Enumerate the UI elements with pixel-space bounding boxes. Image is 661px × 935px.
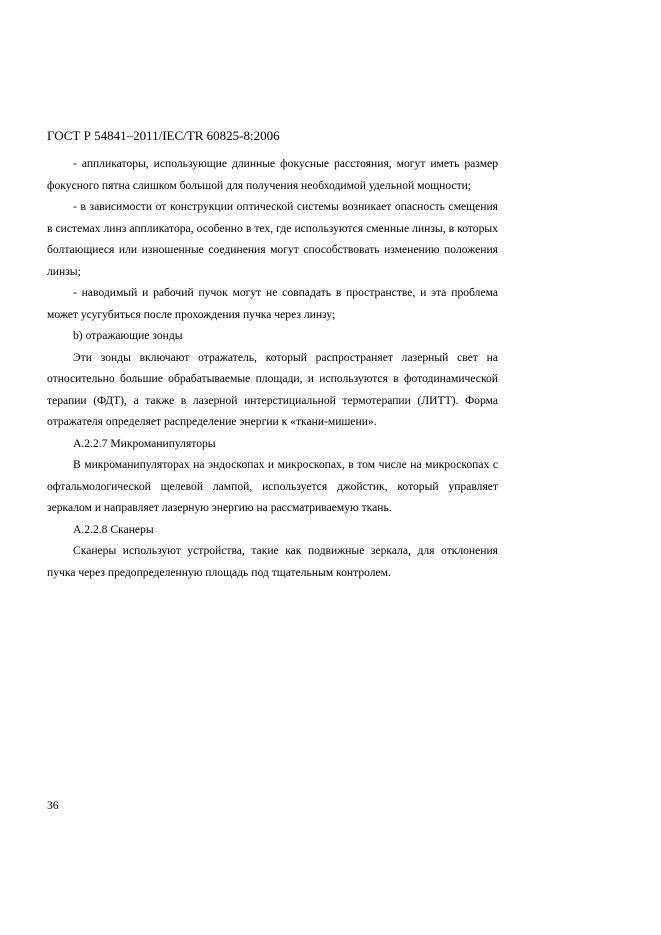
- list-item-reflective-probes: b) отражающие зонды: [73, 329, 183, 342]
- paragraph-beam-alignment: - наводимый и рабочий пучок могут не совпадать в пространстве, и эта проблема может усугубиться после прохождения пучка через линзу;: [47, 286, 498, 321]
- section-heading-micromanipulators: A.2.2.7 Микроманипуляторы: [73, 436, 216, 450]
- paragraph-scanners: Сканеры используют устройства, такие как подвижные зеркала, для отклонения пучка через предопределенную площадь под тщательным контролем.: [47, 544, 498, 579]
- paragraph-applicators-focal-length: - аппликаторы, использующие длинные фокусные расстояния, могут иметь размер фокусного пятна слишком большой для получения необходимой удельной мощности;: [47, 157, 498, 192]
- section-heading-scanners: A.2.2.8 Сканеры: [73, 522, 154, 536]
- standard-header: ГОСТ Р 54841–2011/IEC/TR 60825-8:2006: [47, 128, 280, 143]
- page-number: 36: [47, 799, 59, 812]
- paragraph-lens-displacement: - в зависимости от конструкции оптической системы возникает опасность смещения в системах линз аппликатора, особенно в тех, где используются сменные линзы, в которых болтающиеся или изношенные соединения могут способствовать изменению положения линзы;: [47, 200, 498, 278]
- paragraph-micromanipulators: В микроманипуляторах на эндоскопах и микроскопах, в том числе на микроскопах с офтальмологической щелевой лампой, используется джойстик, который управляет зеркалом и направляет лазерную энергию на рассматриваемую ткань.: [47, 458, 498, 514]
- document-body: [47, 153, 498, 583]
- paragraph-reflective-probes: Эти зонды включают отражатель, который распространяет лазерный свет на относительно большие обрабатываемые площади, и используются в фотодинамической терапии (ФДТ), а также в лазерной интерстициальной термотерапии (ЛИТТ). Форма отражателя определяет распределение энергии к «ткани-мишени».: [47, 350, 498, 428]
